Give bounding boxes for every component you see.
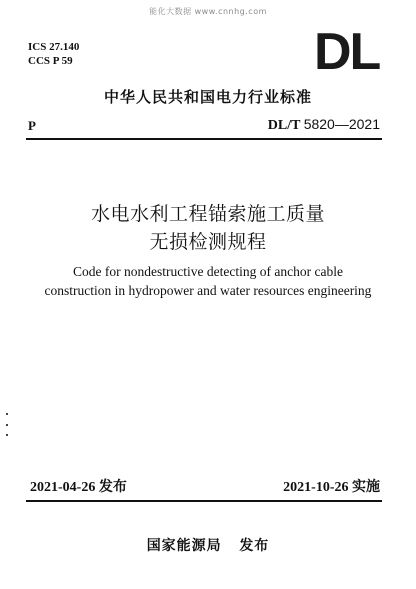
margin-mark: [6, 424, 8, 426]
title-english-line-1: Code for nondestructive detecting of anchor cable: [73, 264, 343, 279]
title-english: [0, 262, 416, 300]
implementation-label: 实施: [352, 479, 380, 495]
implementation-date-block: [283, 476, 380, 496]
issuer-label: 发布: [239, 538, 270, 554]
implementation-date: 2021-10-26: [283, 480, 349, 495]
title-english-line-2: construction in hydropower and water resources engineering: [44, 283, 372, 298]
bottom-divider: [26, 500, 382, 502]
ccs-code: CCS P 59: [28, 55, 73, 67]
standard-number-value: 5820—2021: [303, 116, 380, 132]
watermark-text: 能化大数据 www.cnnhg.com: [149, 7, 267, 16]
issuer-name: 国家能源局: [146, 538, 222, 554]
margin-mark: [6, 413, 8, 415]
issuer-block: [0, 535, 416, 555]
classification-codes: [28, 40, 79, 68]
standard-type-heading: 中华人民共和国电力行业标准: [103, 88, 312, 106]
margin-mark: [6, 434, 8, 436]
standard-number-prefix: DL/T: [267, 118, 301, 133]
title-chinese-line-2: 无损检测规程: [149, 231, 267, 253]
dl-logo: DL: [314, 23, 380, 81]
category-code: P: [28, 118, 36, 133]
issue-label: 发布: [98, 479, 127, 495]
standard-number: [268, 116, 380, 134]
title-chinese: [0, 200, 416, 256]
ics-code: ICS 27.140: [28, 41, 80, 53]
issue-date-block: [30, 476, 127, 496]
issue-date: 2021-04-26: [30, 480, 96, 495]
title-chinese-line-1: 水电水利工程锚索施工质量: [90, 203, 325, 225]
top-divider: [26, 138, 382, 140]
